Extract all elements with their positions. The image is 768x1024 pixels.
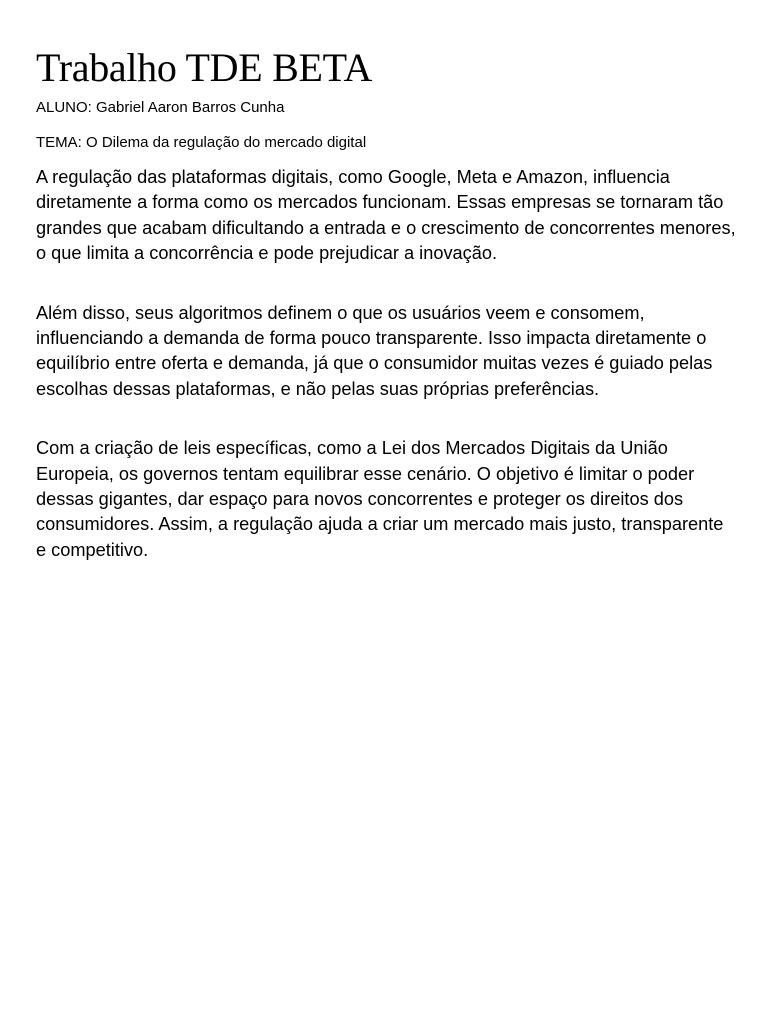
document-title: Trabalho TDE BETA — [36, 45, 373, 90]
document-topic: TEMA: O Dilema da regulação do mercado digital — [36, 134, 367, 151]
paragraph-3: Com a criação de leis específicas, como a Lei dos Mercados Digitais da União Europeia, os governos tentam equilibrar esse cenário. O objetivo é limitar o poder dessas gigantes, dar espaço para novos concorrentes e proteger os direitos dos consumidores. Assim, a regulação ajuda a criar um mercado mais justo, transparente e competitivo. — [36, 438, 724, 560]
student-name: ALUNO: Gabriel Aaron Barros Cunha — [36, 99, 285, 116]
document-page — [36, 44, 736, 597]
paragraph-2: Além disso, seus algoritmos definem o que os usuários veem e consomem, influenciando a demanda de forma pouco transparente. Isso impacta diretamente o equilíbrio entre oferta e demanda, já que o consumidor muitas vezes é guiado pelas escolhas dessas plataformas, e não pelas suas próprias preferências. — [36, 302, 713, 399]
paragraph-1: A regulação das plataformas digitais, como Google, Meta e Amazon, influencia diretamente a forma como os mercados funcionam. Essas empresas se tornaram tão grandes que acabam dificultando a entrada e o crescimento de concorrentes menores, o que limita a concorrência e pode prejudicar a inovação. — [36, 167, 736, 264]
